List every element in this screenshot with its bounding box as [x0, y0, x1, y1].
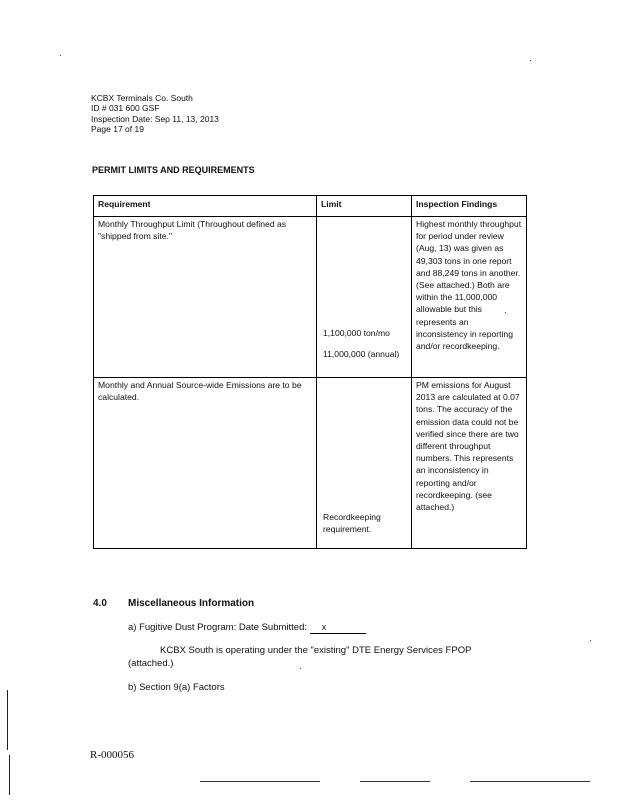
- fugitive-dust-item: [128, 622, 366, 634]
- col-header-findings: Inspection Findings: [412, 196, 527, 217]
- table-row: [94, 378, 527, 549]
- table-row: [94, 217, 527, 378]
- submitted-value: x: [310, 622, 366, 634]
- scan-speck: [590, 640, 591, 641]
- fpop-paragraph: [128, 644, 528, 670]
- scan-footer-line: [360, 781, 430, 782]
- findings-cell: PM emissions for August 2013 are calculated at 0.07 tons. The accuracy of the emission data could not be verified since there are two different throughput numbers. This represents an inconsistency in reporting and/or recordkeeping. (see attached.): [412, 378, 527, 549]
- section-number: 4.0: [93, 598, 107, 609]
- limit-cell: [317, 217, 412, 378]
- fugitive-dust-label: a) Fugitive Dust Program: Date Submitted:: [128, 622, 307, 633]
- col-header-limit: Limit: [317, 196, 412, 217]
- document-header: [91, 93, 219, 135]
- limit-annual: 11,000,000 (annual): [323, 349, 400, 359]
- scan-speck: [505, 312, 506, 313]
- header-facility: KCBX Terminals Co. South: [91, 93, 193, 103]
- limit-monthly: 1,100,000 ton/mo: [323, 328, 390, 338]
- header-page-number: Page 17 of 19: [91, 124, 144, 135]
- header-inspection-date: Inspection Date: Sep 11, 13, 2013: [91, 113, 219, 124]
- limit-cell: [317, 378, 412, 549]
- requirement-cell: Monthly Throughput Limit (Throughout defined as "shipped from site.": [94, 217, 317, 378]
- fpop-paragraph-line1: KCBX South is operating under the "existing" DTE Energy Services FPOP: [160, 645, 472, 656]
- scan-margin-line: [7, 690, 8, 750]
- section-title: PERMIT LIMITS AND REQUIREMENTS: [92, 165, 255, 175]
- limit-recordkeeping: Recordkeeping requirement.: [323, 512, 381, 535]
- table-header-row: [94, 196, 527, 217]
- section-9a-item: b) Section 9(a) Factors: [128, 682, 225, 693]
- section-heading: Miscellaneous Information: [128, 598, 255, 609]
- findings-cell: Highest monthly throughput for period under review (Aug, 13) was given as 49,303 tons in one report and 88,249 tons in another. (See attached.) Both are within the 11,000,000 allowable but this represents an inconsistency in reporting and/or recordkeeping.: [412, 217, 527, 378]
- requirement-cell: Monthly and Annual Source-wide Emissions are to be calculated.: [94, 378, 317, 549]
- scan-footer-line: [200, 781, 320, 782]
- fpop-paragraph-line2: (attached.): [128, 658, 174, 669]
- permit-limits-table: [93, 195, 527, 549]
- scan-speck: [300, 668, 301, 669]
- scan-speck: [60, 55, 61, 56]
- header-id: ID # 031 600 GSF: [91, 103, 160, 114]
- col-header-requirement: Requirement: [94, 196, 317, 217]
- scan-footer-line: [470, 781, 590, 782]
- scan-speck: [530, 60, 531, 61]
- bates-stamp: R-000056: [90, 749, 134, 761]
- scan-margin-line: [9, 755, 10, 795]
